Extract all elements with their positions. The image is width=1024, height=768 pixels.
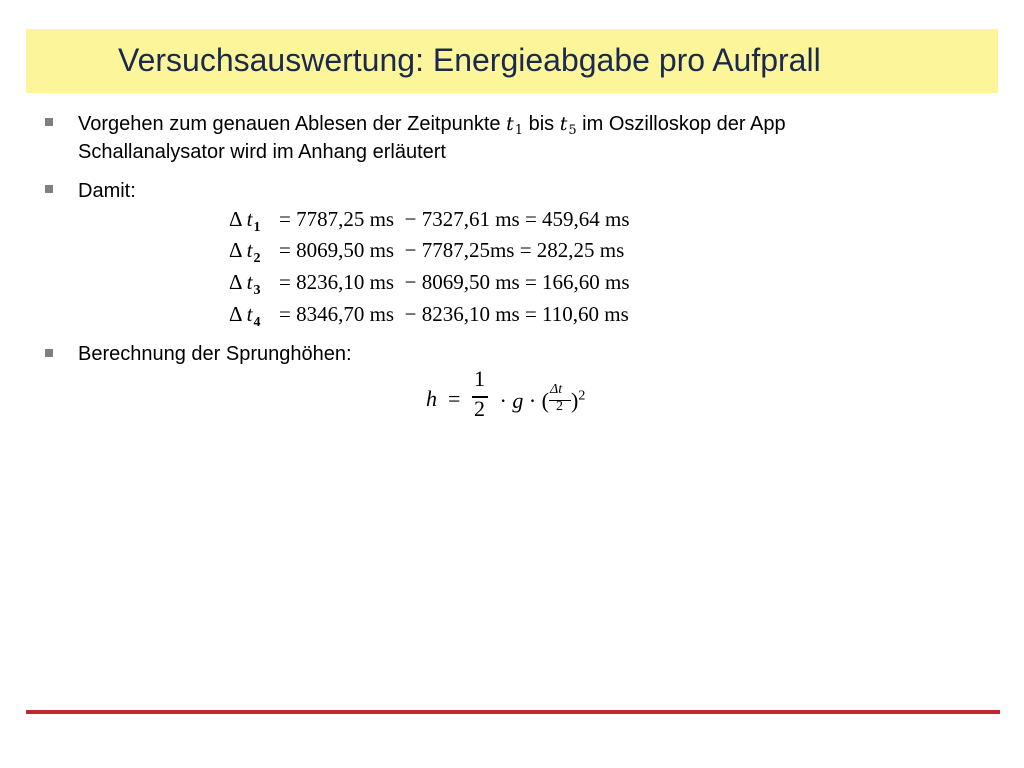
eq-4-var: t [246, 302, 253, 326]
eq-2-var: t [246, 238, 253, 262]
formula-rest [494, 382, 586, 416]
bullet-marker-3 [45, 349, 53, 357]
var-t1: t [506, 113, 514, 135]
eq-1-delta: Δ [229, 207, 242, 231]
formula-g: g [512, 388, 524, 413]
bullet-1-line-2: Schallanalysator wird im Anhang erläutert [78, 141, 446, 163]
bullet-1-text-a: Vorgehen zum genauen Ablesen der Zeitpunkte [78, 113, 507, 135]
eq-4-expr: = 8346,70 ms − 8236,10 ms = 110,60 ms [279, 302, 629, 326]
equation-row-1 [229, 205, 630, 233]
title-bar [26, 29, 998, 93]
eq-1-sub: 1 [253, 220, 261, 235]
formula-denominator: 2 [474, 396, 485, 421]
equation-row-2 [229, 236, 624, 264]
eq-2-expr: = 8069,50 ms − 7787,25ms = 282,25 ms [279, 238, 625, 262]
var-t5: t [559, 113, 568, 135]
eq-4-delta: Δ [229, 302, 242, 326]
formula-numerator: 1 [474, 366, 485, 391]
formula-dot-1: · [494, 388, 513, 413]
eq-3-expr: = 8236,10 ms − 8069,50 ms = 166,60 ms [279, 270, 630, 294]
formula-inner-numerator: Δt [549, 382, 563, 397]
bullet-1-text-b: bis [523, 113, 560, 135]
formula-equals: = [448, 386, 461, 411]
eq-3-var: t [246, 270, 253, 294]
bullet-2-text: Damit: [78, 180, 136, 202]
eq-4-sub: 4 [253, 315, 261, 330]
eq-2-sub: 2 [253, 251, 261, 266]
bullet-3-text: Berechnung der Sprunghöhen: [78, 343, 352, 365]
formula-close-paren: ) [570, 388, 579, 413]
eq-2-delta: Δ [229, 238, 242, 262]
bullet-marker-1 [45, 118, 53, 126]
footer-divider [26, 710, 1000, 714]
formula-inner-fraction [549, 382, 571, 416]
var-t1-sub: 1 [514, 123, 524, 138]
formula-exponent: 2 [578, 388, 586, 404]
eq-3-delta: Δ [229, 270, 242, 294]
equation-row-4 [229, 300, 629, 328]
eq-1-expr: = 7787,25 ms − 7327,61 ms = 459,64 ms [279, 207, 630, 231]
eq-3-sub: 3 [253, 283, 261, 298]
formula-dot-2: · ( [523, 388, 549, 413]
bullet-1-text-c: im Oszilloskop der App [576, 113, 786, 135]
bullet-marker-2 [45, 185, 53, 193]
formula-h: h [426, 386, 437, 411]
eq-1-var: t [246, 207, 253, 231]
bullet-1-line-1 [78, 112, 786, 143]
var-t5-sub: 5 [568, 123, 577, 138]
formula-inner-denominator: 2 [555, 399, 563, 414]
slide-title: Versuchsauswertung: Energieabgabe pro Aufprall [118, 42, 821, 78]
equation-row-3 [229, 268, 630, 296]
